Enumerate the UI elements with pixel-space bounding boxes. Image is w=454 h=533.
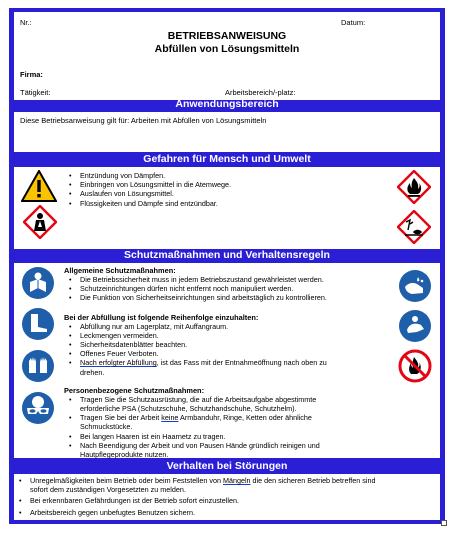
list-item-text: Armbanduhr, Ringe, Ketten oder ähnliche <box>178 413 312 423</box>
hand-protection-icon <box>398 309 432 343</box>
list-item-text: erforderliche PSA (Schutzschuhe, Schutzhandschuhe, Schutzhelm). <box>80 404 297 414</box>
personen-list <box>64 395 404 459</box>
goggles-icon <box>21 391 55 425</box>
datum-label: Datum: <box>341 18 366 27</box>
list-item-text: drehen. <box>80 367 105 377</box>
list-item: • Flüssigkeiten und Dämpfe sind entzündbar. <box>64 199 231 208</box>
section-heading-anwendungsbereich: Anwendungsbereich <box>175 98 279 110</box>
document-subtitle: Abfüllen von Lösungsmitteln <box>154 43 300 55</box>
abfuellung-list <box>64 322 404 377</box>
allgemein-list <box>64 275 404 303</box>
list-item: • Sicherheitsdatenblätter beachten. <box>64 340 404 349</box>
resize-handle[interactable] <box>441 520 447 526</box>
list-item: • Einbringen von Lösungsmittel in die Atemwege. <box>64 180 231 189</box>
list-item-text: Hautpflegeprodukte nutzen. <box>80 450 169 460</box>
firma-label: Firma: <box>20 70 43 79</box>
list-item: • Die Betriebssicherheit muss in jedem Betriebszustand gewährleistet werden. <box>64 275 404 284</box>
hand-wash-icon <box>398 269 432 303</box>
section-heading-schutzmassnahmen: Schutzmaßnahmen und Verhaltensregeln <box>124 249 330 261</box>
list-item: • Die Funktion von Sicherheitseinrichtungen sind arbeitstäglich zu kontrollieren. <box>64 293 404 302</box>
stoerungen-box <box>14 474 440 520</box>
nr-label: Nr.: <box>20 18 32 27</box>
underlined-text: keine <box>161 413 179 423</box>
underlined-text: Nach erfolgter Abfüllung <box>80 358 157 368</box>
header-box <box>14 12 440 100</box>
taetigkeit-label: Tätigkeit: <box>20 88 51 97</box>
list-item-text: sofort dem zuständigen Vorgesetzten zu melden. <box>30 485 186 495</box>
list-item <box>64 441 404 459</box>
underlined-text: Mängeln <box>222 476 251 485</box>
gloves-icon <box>21 349 55 383</box>
list-item-text: Tragen Sie die Schutzausrüstung, die auf die Arbeitsaufgabe abgestimmte <box>80 394 317 404</box>
list-item <box>64 358 404 376</box>
safety-boots-icon <box>21 307 55 341</box>
health-hazard-icon <box>23 205 57 239</box>
section-heading-gefahren: Gefahren für Mensch und Umwelt <box>143 153 311 165</box>
list-item-text: Tragen Sie bei der Arbeit <box>80 413 162 423</box>
list-item-text: Unregelmäßigkeiten beim Betrieb oder beim Feststellen von <box>30 476 223 485</box>
gefahren-box <box>14 167 440 249</box>
document-frame <box>9 8 445 524</box>
list-item <box>64 395 404 413</box>
list-item: • Arbeitsbereich gegen unbefugtes Benutzen sichern. <box>14 508 375 517</box>
list-item: • Schutzeinrichtungen dürfen nicht entfernt noch manipuliert werden. <box>64 284 404 293</box>
document-title: BETRIEBSANWEISUNG <box>167 30 287 42</box>
list-item-text: die den sicheren Betrieb betreffen sind <box>250 476 376 485</box>
allgemein-title: Allgemeine Schutzmaßnahmen: <box>64 266 176 275</box>
list-item: • Entzündung von Dämpfen. <box>64 171 231 180</box>
list-item: • Leckmengen vermeiden. <box>64 331 404 340</box>
schutz-text-column <box>64 266 404 459</box>
arbeitsbereich-label: Arbeitsbereich/-platz: <box>225 88 296 97</box>
schutzmassnahmen-box <box>14 263 440 458</box>
list-item <box>14 476 375 494</box>
anwendungsbereich-text: Diese Betriebsanweisung gilt für: Arbeiten mit Abfüllen von Lösungsmitteln <box>20 116 267 125</box>
abfuellung-title: Bei der Abfüllung ist folgende Reihenfolge einzuhalten: <box>64 312 259 322</box>
list-item: • Bei erkennbaren Gefährdungen ist der Betrieb sofort einzustellen. <box>14 496 375 505</box>
anwendungsbereich-box <box>14 112 440 152</box>
list-item: • Auslaufen von Lösungsmittel. <box>64 189 231 198</box>
read-manual-icon <box>21 266 55 300</box>
list-item: • Bei langen Haaren ist ein Haarnetz zu tragen. <box>64 432 404 441</box>
list-item: • Offenes Feuer Verboten. <box>64 349 404 358</box>
no-open-flame-icon <box>398 349 432 383</box>
warning-triangle-icon <box>21 170 57 202</box>
environment-hazard-icon <box>397 210 431 244</box>
flame-icon <box>397 170 431 204</box>
list-item-text: , ist das Fass mit der Entnahmeöffnung nach oben zu <box>156 358 327 368</box>
section-heading-stoerungen: Verhalten bei Störungen <box>166 460 288 472</box>
list-item: • Abfüllung nur am Lagerplatz, mit Auffangraum. <box>64 322 404 331</box>
gefahren-list <box>64 171 231 208</box>
personen-title: Personenbezogene Schutzmaßnahmen: <box>64 385 205 395</box>
stoerungen-list <box>14 476 375 517</box>
list-item-text: Nach Beendigung der Arbeit und von Pausen Hände gründlich reinigen und <box>80 440 320 450</box>
list-item <box>64 413 404 431</box>
list-item-text: Schmuckstücke. <box>80 422 133 432</box>
